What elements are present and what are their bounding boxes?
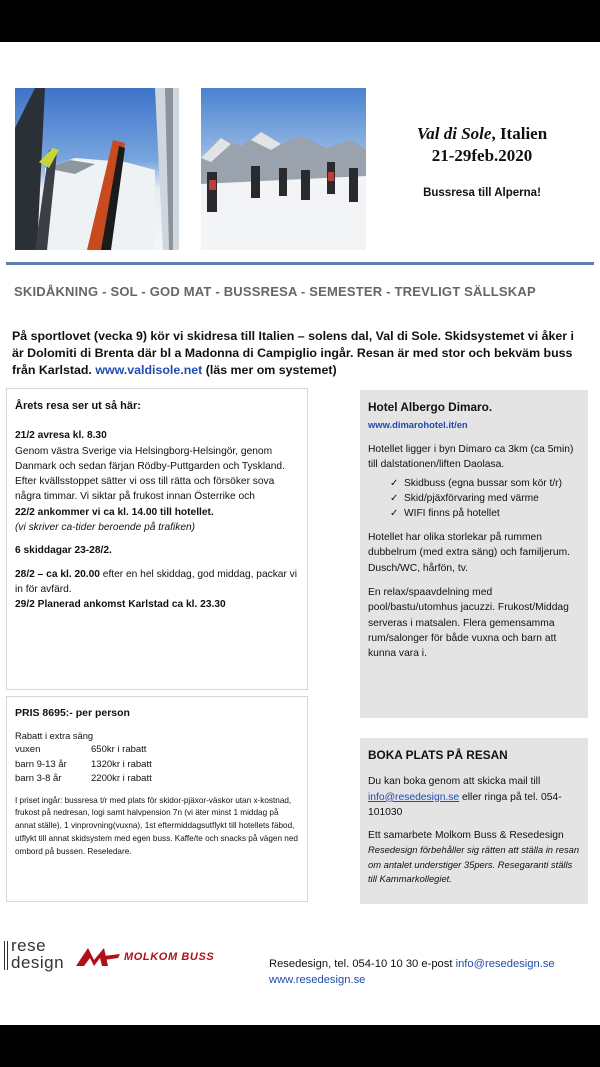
valdisole-link[interactable]: www.valdisole.net — [95, 363, 203, 377]
day1-text: Genom västra Sverige via Helsingborg-Helsingör, genom Danmark och sedan färjan Rödby-Puttgarden och Tyskland. Efter kvällsstoppet sätter vi oss till rätta och försöker sova några timmar. Vi siktar på frukost innan Österrike och — [15, 445, 285, 503]
destination-place: Val di Sole — [416, 124, 492, 143]
booking-disclaimer: Resedesign förbehåller sig rätten att ställa in resan om antalet understiger 35pers. Resegaranti ställs till Kammarkollegiet. — [368, 844, 580, 884]
table-row — [15, 772, 152, 787]
destination-title — [372, 124, 592, 144]
day2-note: (vi skriver ca-tider beroende på trafiken) — [15, 522, 196, 534]
ski-photo-art — [15, 88, 179, 250]
day3-title: 28/2 – ca kl. 20.00 — [15, 568, 100, 580]
booking-phone: eller ringa på tel. 054-101030 — [368, 791, 562, 818]
discount-who: barn 3-8 år — [15, 773, 62, 784]
slope-photo-art — [201, 88, 366, 250]
discount-amount: 650kr i rabatt — [91, 744, 147, 755]
flyer-page — [0, 42, 600, 1025]
resedesign-logo — [4, 938, 66, 976]
itinerary-heading: Årets resa ser ut så här: — [15, 400, 141, 412]
day2-title: 22/2 ankommer vi ca kl. 14.00 till hotellet. — [15, 506, 214, 518]
footer-text: Resedesign, tel. 054-10 10 30 e-post — [269, 958, 456, 970]
price-box — [6, 696, 308, 902]
discount-amount: 2200kr i rabatt — [91, 773, 152, 784]
keywords-banner: SKIDÅKNING - SOL - GOD MAT - BUSSRESA - SEMESTER - TREVLIGT SÄLLSKAP — [14, 284, 536, 299]
table-row — [15, 758, 152, 773]
day4-title: 29/2 Planerad ankomst Karlstad ca kl. 23.30 — [15, 599, 226, 611]
cooperation-text: Ett samarbete Molkom Buss & Resedesign — [368, 830, 564, 842]
intro-paragraph — [12, 328, 588, 379]
tagline: Bussresa till Alperna! — [423, 187, 541, 199]
price-included: I priset ingår: bussresa t/r med plats för skidor-pjäxor-väskor utan x-kostnad, frukost på nedresan, logi samt halvpension 7n (vi äter minst 1 middag på annat ställe), 1 vinprovning(vuxna), 1st eftermiddagsutflykt till hotellets fäbod, utflykt till annat skidsystem med egen buss. Kaffe/te och snacks på vägen ned ombord på bussen. Reseledare. — [15, 795, 298, 856]
logo-text: design — [11, 953, 65, 972]
logo-text: rese — [11, 936, 47, 955]
logo-text: MOLKOM BUSS — [124, 951, 215, 963]
trip-dates: 21-29feb.2020 — [431, 146, 533, 165]
ski-days: 6 skiddagar 23-28/2. — [15, 545, 112, 557]
table-row — [15, 743, 152, 758]
booking-email-link[interactable]: info@resedesign.se — [368, 791, 460, 803]
destination-country: , Italien — [491, 124, 548, 143]
intro-text: På sportlovet (vecka 9) kör vi skidresa till Italien – solens dal, Val di Sole. Skidsystemet vi åker i är Dolomiti di Brenta där bl a Madonna di Campiglio ingår. Resan är med stor och bekväm buss från Karlstad. — [12, 329, 574, 377]
check-icon: ✓ — [390, 508, 399, 520]
discount-amount: 1320kr i rabatt — [91, 758, 152, 770]
molkom-m-icon — [74, 944, 122, 970]
molkom-buss-logo — [74, 944, 234, 970]
intro-link-note: (läs mer om systemet) — [205, 363, 337, 377]
booking-heading: BOKA PLATS PÅ RESAN — [368, 748, 508, 762]
hotel-panel — [360, 390, 588, 718]
ski-photo — [15, 88, 179, 250]
discount-who: barn 9-13 år — [15, 758, 67, 770]
header-divider — [6, 262, 594, 265]
day3-text: efter en hel skiddag, god middag, packar vi in för avfärd. — [15, 568, 298, 595]
discount-table — [15, 743, 152, 787]
discount-who: vuxen — [15, 744, 41, 755]
footer-web-link[interactable]: www.resedesign.se — [269, 974, 366, 986]
hotel-features — [368, 476, 580, 521]
discount-heading: Rabatt i extra säng — [15, 730, 94, 741]
list-item — [390, 491, 580, 506]
hotel-name: Hotel Albergo Dimaro. — [368, 400, 493, 414]
itinerary-box — [6, 388, 308, 690]
hotel-link[interactable]: www.dimarohotel.it/en — [368, 419, 468, 431]
hotel-amenities: En relax/spaavdelning med pool/bastu/utomhus jacuzzi. Frukost/Middag serveras i matsalen. Flera gemensamma rum/salonger för både vuxna och barn att kunna vara i. — [368, 587, 569, 660]
hotel-rooms: Hotellet har olika storlekar på rummen dubbelrum (med extra säng) och familjerum. Dusch/WC, hårfön, tv. — [368, 532, 571, 574]
booking-panel — [360, 738, 588, 904]
footer-email-link[interactable]: info@resedesign.se — [455, 958, 555, 970]
hotel-location: Hotellet ligger i byn Dimaro ca 3km (ca 5min) till dalstationen/liften Daolasa. — [368, 443, 574, 470]
day1-title: 21/2 avresa kl. 8.30 — [15, 430, 107, 442]
feature-text: Skid/pjäxförvaring med värme — [404, 493, 539, 505]
feature-text: WIFI finns på hotellet — [404, 508, 500, 520]
check-icon: ✓ — [390, 478, 399, 490]
check-icon: ✓ — [390, 493, 399, 505]
list-item — [390, 506, 580, 521]
booking-text: Du kan boka genom att skicka mail till — [368, 776, 541, 788]
list-item — [390, 476, 580, 491]
footer-contact — [269, 956, 555, 988]
slope-photo — [201, 88, 366, 250]
price-heading: PRIS 8695:- per person — [15, 707, 130, 719]
feature-text: Skidbuss (egna bussar som kör t/r) — [404, 478, 562, 490]
